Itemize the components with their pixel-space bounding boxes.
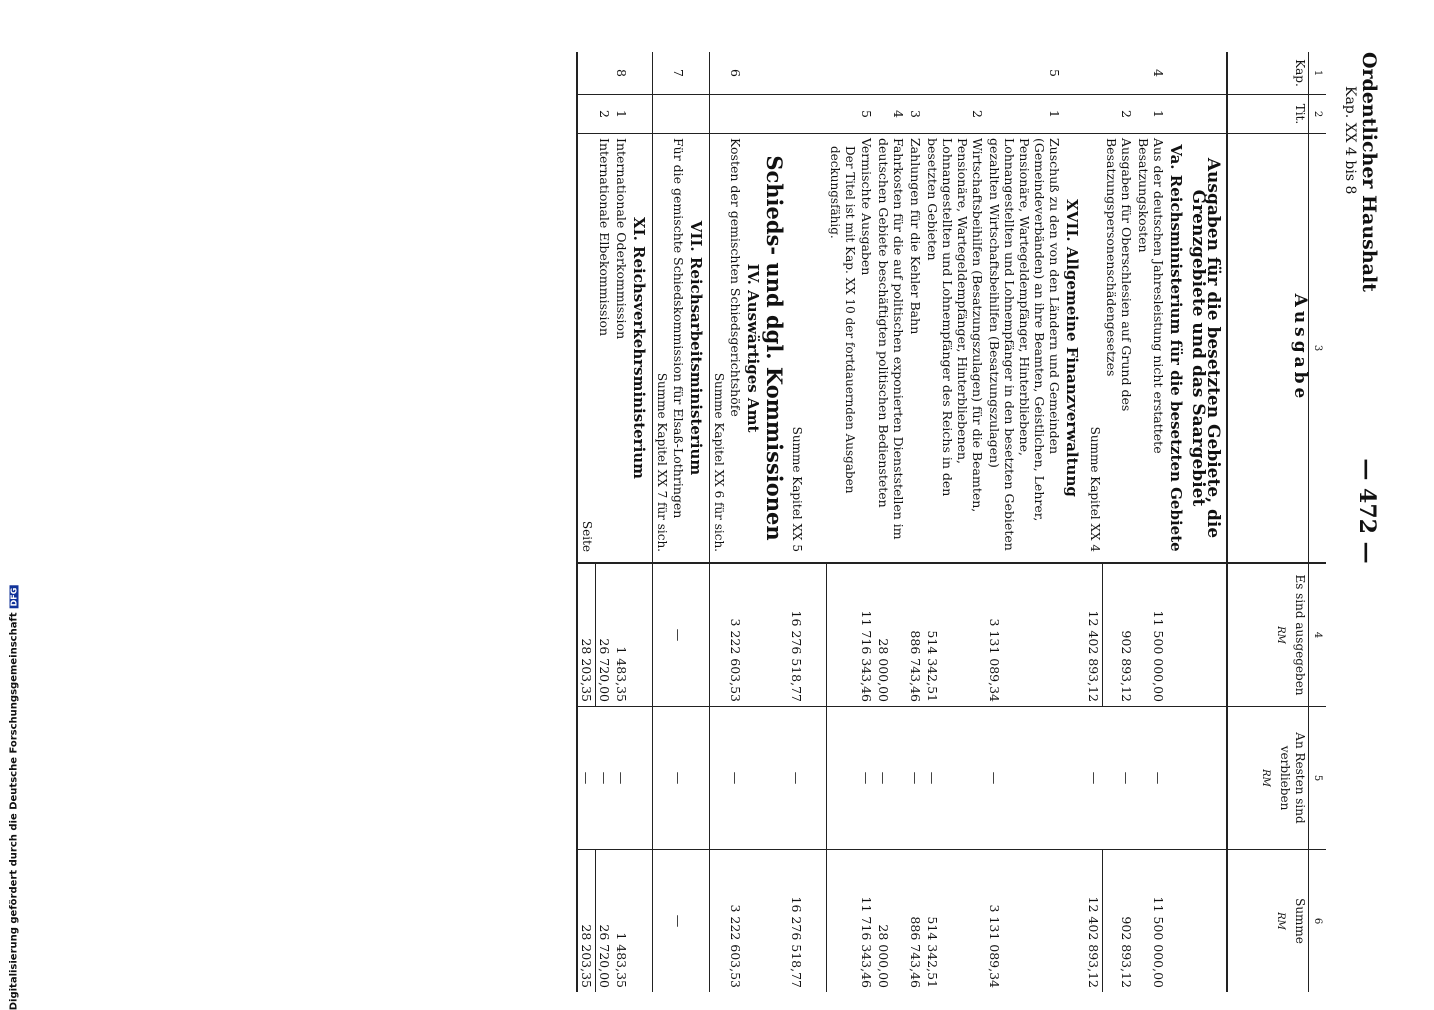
section-va: Va. Reichsministerium für die besetzten Gebiete bbox=[1167, 134, 1189, 564]
amount-cell: 514 342,51 bbox=[925, 563, 987, 707]
sum-cell: 514 342,51 bbox=[925, 916, 941, 988]
kap-cell: 7 bbox=[670, 52, 687, 95]
header-sub: Kap. XX 4 bis 8 bbox=[1342, 86, 1358, 195]
amount-cell: 16 276 518,77 bbox=[788, 563, 827, 707]
col-summe bbox=[1227, 850, 1309, 993]
desc-cell: Aus der deutschen Jahresleistung nicht erstattete Besatzungskosten bbox=[1135, 134, 1167, 564]
section-xi: XI. Reichsverkehrsministerium bbox=[630, 134, 653, 564]
amount-cell: 3 131 089,34 bbox=[987, 563, 1064, 707]
section-xvii: XVII. Allgemeine Finanzverwaltung bbox=[1064, 134, 1086, 564]
rest-cell: — bbox=[1103, 707, 1135, 850]
table-row bbox=[987, 52, 1064, 992]
desc-cell: Fahrkosten für die auf politischen exponierten Dienststellen im deutschen Gebiete beschäftigten politischen Bediensteten bbox=[876, 134, 908, 564]
amount-cell: 11 716 343,46 bbox=[859, 563, 876, 707]
col-index-6: 6 bbox=[1309, 850, 1327, 993]
unit-c: RM bbox=[1275, 912, 1286, 930]
rest-cell: — bbox=[596, 707, 614, 850]
tit-cell: 2 bbox=[925, 95, 987, 134]
col-index-4: 4 bbox=[1309, 563, 1327, 707]
desc-cell: Kosten der gemischten Schiedsgerichtshöfe bbox=[727, 134, 744, 564]
page-total-row bbox=[577, 52, 596, 992]
col-tit: Tit. bbox=[1227, 95, 1309, 134]
col-kap: Kap. bbox=[1227, 52, 1309, 95]
sum-cell: 28 203,35 bbox=[577, 850, 596, 993]
sum-row bbox=[788, 52, 827, 992]
kap-cell: 4 bbox=[1135, 52, 1167, 95]
amount-cell: 28 000,00 bbox=[876, 563, 908, 707]
table-row bbox=[613, 52, 630, 992]
desc-cell: Wirtschaftsbeihilfen (Besatzungszulagen) für die Beamten, Pensionäre, Wartegeldempfänger, Hinterbliebenen, Lohnangestellten und Lohnempfänger des Reichs in den besetzten Gebieten bbox=[925, 134, 987, 564]
table-row bbox=[859, 52, 876, 992]
desc-cell: Internationale Elbekommission bbox=[596, 134, 614, 564]
note-row bbox=[827, 52, 859, 992]
tit-cell: 1 bbox=[1135, 95, 1167, 134]
unit-a: RM bbox=[1275, 626, 1286, 644]
table-row bbox=[1103, 52, 1135, 992]
sum-cell: 1 483,35 bbox=[614, 932, 629, 988]
rest-cell: — bbox=[987, 707, 1064, 850]
desc-cell: Vermischte Ausgaben bbox=[859, 134, 876, 564]
seite-label: Seite bbox=[577, 134, 596, 564]
amount-cell: 1 483,35 bbox=[613, 563, 630, 707]
table-row bbox=[925, 52, 987, 992]
page-wrap bbox=[60, 46, 1380, 988]
sum-label: Summe Kapitel XX 5 bbox=[788, 134, 827, 564]
section-row bbox=[630, 52, 653, 992]
rest-cell: — bbox=[876, 707, 908, 850]
main-title: Ausgaben für die besetzten Gebiete, die Grenzgebiete und das Saargebiet bbox=[1189, 134, 1227, 564]
tit-cell: 2 bbox=[596, 95, 614, 134]
kap-cell: 8 bbox=[613, 52, 630, 95]
amount-cell: 886 743,46 bbox=[908, 563, 925, 707]
amount-cell: 28 203,35 bbox=[577, 563, 596, 707]
note-text: Der Titel ist mit Kap. XX 10 der fortdauernden Ausgaben deckungsfähig. bbox=[827, 134, 859, 564]
tit-cell: 1 bbox=[987, 95, 1064, 134]
amount-cell: 12 402 893,12 bbox=[1086, 563, 1104, 707]
sum-cell: 16 276 518,77 bbox=[788, 850, 827, 993]
amount-cell: — bbox=[670, 563, 687, 707]
sum-cell: — bbox=[671, 914, 686, 928]
sum-cell: 886 743,46 bbox=[908, 916, 924, 988]
title-row bbox=[1189, 52, 1227, 992]
page bbox=[60, 46, 1380, 988]
column-index-row bbox=[1309, 52, 1327, 992]
sum-row bbox=[1086, 52, 1104, 992]
page-header bbox=[1342, 46, 1380, 976]
desc-cell: Für die gemischte Schiedskommission für Elsaß-Lothringen bbox=[670, 134, 687, 564]
tit-cell: 3 bbox=[908, 95, 925, 134]
sum-cell: 26 720,00 bbox=[596, 850, 614, 993]
table-row bbox=[876, 52, 908, 992]
table-row bbox=[908, 52, 925, 992]
rest-cell: — bbox=[577, 707, 596, 850]
desc-cell: Internationale Oderkommission bbox=[613, 134, 630, 564]
col-index-2: 2 bbox=[1309, 95, 1327, 134]
tit-cell: 5 bbox=[859, 95, 876, 134]
section-row bbox=[1167, 52, 1189, 992]
sum-cell: 11 716 343,46 bbox=[859, 896, 875, 988]
section-row bbox=[766, 52, 788, 992]
page-number: — 472 — bbox=[1354, 458, 1380, 564]
table-row bbox=[1135, 52, 1167, 992]
unit-b: RM bbox=[1260, 769, 1271, 787]
col-summe-label: Summe bbox=[1293, 898, 1307, 944]
rest-cell: — bbox=[908, 707, 925, 850]
col-reste-label: An Resten sind verblieben bbox=[1278, 732, 1307, 824]
desc-cell: Zuschuß zu den von den Ländern und Gemeinden (Gemeindeverbänden) an ihre Beamten, Geistlichen, Lehrer, Pensionäre, Wartegeldempfänger, Hinterbliebene, Lohnangestellten und Lohnempfänger in den besetzten Gebieten gezahlten Wirtschaftsbeihilfen (Besatzungszulagen) bbox=[987, 134, 1064, 564]
sum-row bbox=[653, 52, 671, 992]
kap-cell: 5 bbox=[987, 52, 1064, 95]
digitization-note bbox=[2, 587, 26, 1010]
rest-cell: — bbox=[1135, 707, 1167, 850]
rest-cell: — bbox=[613, 707, 630, 850]
tit-cell: 1 bbox=[613, 95, 630, 134]
section-row bbox=[1064, 52, 1086, 992]
dfg-logo: DFG bbox=[9, 587, 19, 606]
sum-cell: 3 131 089,34 bbox=[987, 904, 1003, 988]
rest-cell: — bbox=[1086, 707, 1104, 850]
rest-cell: — bbox=[859, 707, 876, 850]
sum-row bbox=[710, 52, 728, 992]
col-ausgabe: Ausgabe bbox=[1227, 134, 1309, 564]
budget-table bbox=[576, 52, 1326, 992]
section-schieds: Schieds- und dgl. Kommissionen bbox=[766, 134, 788, 564]
sum-label: Summe Kapitel XX 4 bbox=[1086, 134, 1104, 564]
amount-cell: 3 222 603,53 bbox=[727, 563, 744, 707]
header-row bbox=[1227, 52, 1309, 992]
table-row bbox=[596, 52, 614, 992]
amount-cell: 902 893,12 bbox=[1103, 563, 1135, 707]
section-iv: IV. Auswärtiges Amt bbox=[744, 134, 766, 564]
col-index-5: 5 bbox=[1309, 707, 1327, 850]
table-row bbox=[727, 52, 744, 992]
col-ausgegeben bbox=[1227, 563, 1309, 707]
sum-cell: 12 402 893,12 bbox=[1086, 896, 1102, 988]
sum-cell: 902 893,12 bbox=[1103, 850, 1135, 993]
tit-cell: 2 bbox=[1103, 95, 1135, 134]
kap-cell: 6 bbox=[727, 52, 744, 95]
rest-cell: — bbox=[670, 707, 687, 850]
col-reste bbox=[1227, 707, 1309, 850]
desc-cell: Zahlungen für die Kehler Bahn bbox=[908, 134, 925, 564]
col-index-1: 1 bbox=[1309, 52, 1327, 95]
desc-cell: Ausgaben für Oberschlesien auf Grund des Besatzungspersonenschädengesetzes bbox=[1103, 134, 1135, 564]
section-vii: VII. Reichsarbeitsministerium bbox=[687, 134, 710, 564]
header-left: Ordentlicher Haushalt bbox=[1358, 52, 1380, 292]
col-ausgegeben-label: Es sind ausgegeben bbox=[1293, 574, 1307, 696]
rest-cell: — bbox=[925, 707, 987, 850]
amount-cell: 11 500 000,00 bbox=[1135, 563, 1167, 707]
sum-cell: 28 000,00 bbox=[876, 924, 892, 988]
sum-label: Summe Kapitel XX 7 für sich. bbox=[653, 134, 671, 564]
sum-cell: 11 500 000,00 bbox=[1151, 896, 1166, 988]
rest-cell: — bbox=[788, 707, 827, 850]
amount-cell: 26 720,00 bbox=[596, 563, 614, 707]
tit-cell: 4 bbox=[876, 95, 908, 134]
sum-cell: 3 222 603,53 bbox=[728, 904, 743, 988]
col-index-3: 3 bbox=[1309, 134, 1327, 564]
section-row bbox=[687, 52, 710, 992]
digitization-note-text: Digitalisierung gefördert durch die Deutsche Forschungsgemeinschaft bbox=[8, 611, 20, 1010]
sum-label: Summe Kapitel XX 6 für sich. bbox=[710, 134, 728, 564]
table-row bbox=[670, 52, 687, 992]
rest-cell: — bbox=[727, 707, 744, 850]
